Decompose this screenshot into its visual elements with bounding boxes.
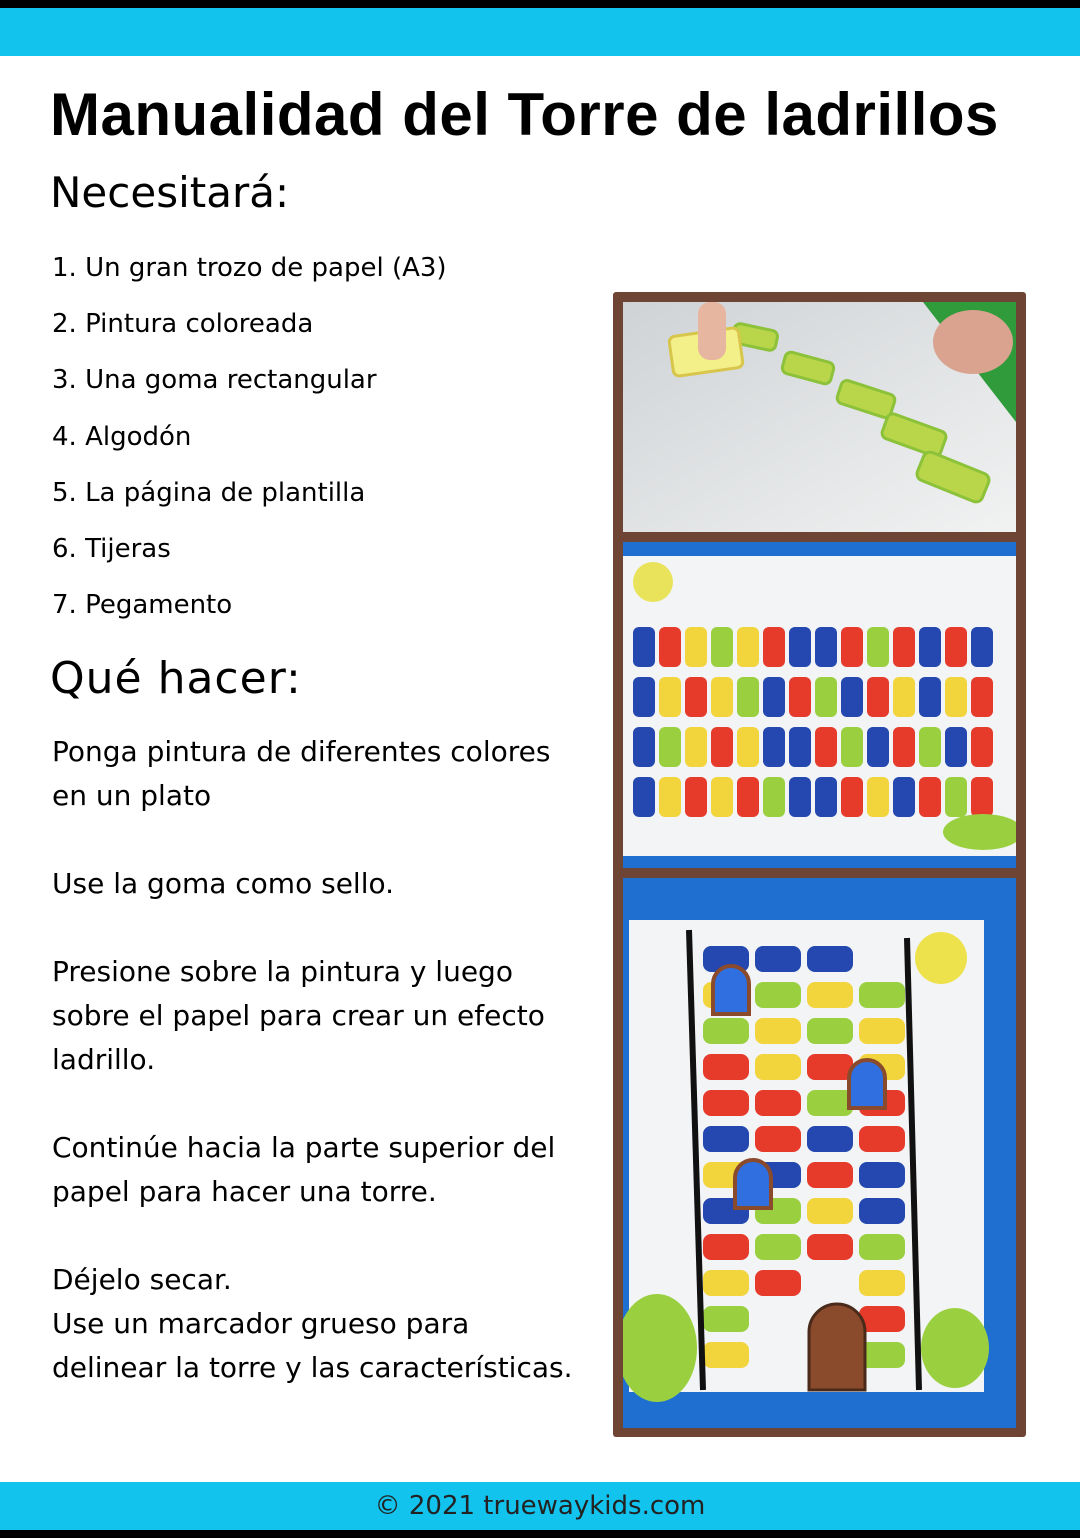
top-color-band [0, 8, 1080, 56]
material-item: 2. Pintura coloreada [52, 309, 314, 340]
instruction-step: Use la goma como sello. [52, 867, 395, 900]
material-item: 6. Tijeras [52, 533, 171, 564]
photo-finished-tower [623, 878, 1016, 1428]
instruction-step: Ponga pintura de diferentes colores en un plato [52, 735, 551, 812]
materials-list [52, 244, 447, 637]
instruction-step: Déjelo secar. [52, 1263, 232, 1296]
instruction-step: Continúe hacia la parte superior del papel para hacer una torre. [52, 1131, 556, 1208]
copyright-footer: © 2021 truewaykids.com [374, 1491, 706, 1521]
instruction-step: Presione sobre la pintura y luego sobre el papel para crear un efecto ladrillo. [52, 955, 545, 1076]
photo-collage [613, 292, 1026, 1437]
photo-painted-bricks [623, 542, 1016, 868]
instructions-text [52, 730, 592, 1434]
material-item: 5. La página de plantilla [52, 477, 366, 508]
materials-heading: Necesitará: [50, 168, 290, 217]
material-item: 1. Un gran trozo de papel (A3) [52, 253, 447, 283]
worksheet-page [0, 8, 1080, 1530]
instruction-step: Use un marcador grueso para delinear la torre y las características. [52, 1307, 573, 1384]
instructions-heading: Qué hacer: [50, 653, 302, 704]
material-item: 4. Algodón [52, 421, 192, 452]
page-title: Manualidad del Torre de ladrillos [50, 81, 999, 148]
material-item: 7. Pegamento [52, 590, 233, 621]
photo-stamping-eraser [623, 302, 1016, 532]
material-item: 3. Una goma rectangular [52, 365, 377, 396]
